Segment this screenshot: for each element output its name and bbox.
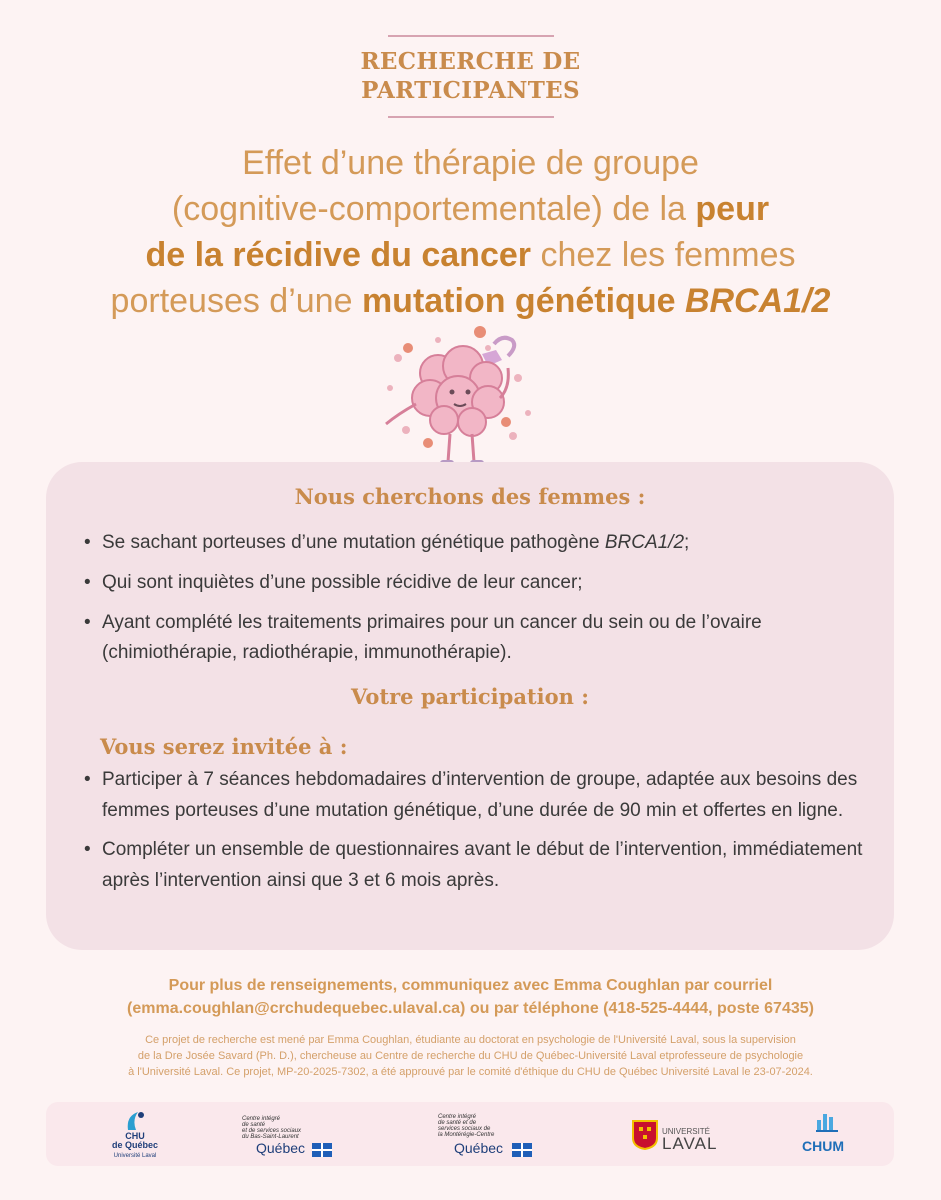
criteria-heading: Nous cherchons des femmes : — [294, 484, 646, 509]
quebec-flag-icon — [512, 1143, 532, 1157]
criteria-list — [84, 528, 874, 678]
chu-swoosh-icon — [124, 1110, 148, 1132]
participation-list — [84, 764, 874, 904]
laval-shield-icon — [632, 1120, 658, 1150]
brain-watering-can-illustration — [368, 318, 548, 478]
participation-subheading: Vous serez invitée à : — [100, 734, 348, 759]
contact-info: Pour plus de renseignements, communiquez avec Emma Coughlan par courriel (emma.coughlan@crchudequebec.ulaval.ca) ou par téléphone (418-525-4444, poste 67435) — [127, 977, 814, 1017]
kicker-heading: RECHERCHE DE PARTICIPANTES — [360, 48, 581, 104]
cisss-bas-saint-laurent-logo: Centre intégré de santé et de services sociaux du Bas-Saint-Laurent Québec — [242, 1110, 342, 1158]
list-item: • Compléter un ensemble de questionnaires avant le début de l’intervention, immédiatement après l’intervention ainsi que 3 et 6 mois après. — [84, 834, 874, 896]
quebec-flag-icon — [312, 1143, 332, 1157]
header — [0, 0, 941, 118]
participation-heading: Votre participation : — [351, 684, 589, 709]
chum-logo: CHUM — [798, 1110, 858, 1158]
cisss-monteregie-centre-logo: Centre intégré de santé et de services sociaux de la Montérégie-Centre Québec — [438, 1110, 538, 1158]
chu-quebec-logo: CHU de Québec Université Laval — [100, 1110, 164, 1158]
partner-logos-bar — [46, 1102, 894, 1166]
list-item: • Se sachant porteuses d’une mutation génétique pathogène BRCA1/2; — [84, 528, 874, 558]
top-divider — [388, 35, 554, 37]
ethics-fineprint: Ce projet de recherche est mené par Emma Coughlan, étudiante au doctorat en psychologie de l'Université Laval, sous la supervision de la Dre Josée Savard (Ph. D.), chercheuse au Centre de recherche du CHU de Québec-Université Laval etprofesseure de psychologie à l'Université Laval. Ce projet, MP-20-2025-7302, a été approuvé par le comité d'éthique du CHU de Québec Université Laval le 23-07-2024. — [128, 1034, 813, 1078]
list-item: • Qui sont inquiètes d’une possible récidive de leur cancer; — [84, 568, 874, 598]
study-title: Effet d’une thérapie de groupe (cognitive-comportementale) de la peur de la récidive du cancer chez les femmes porteuses d’une mutation génétique BRCA1/2 — [110, 144, 831, 320]
info-panel — [46, 462, 894, 950]
list-item: • Participer à 7 séances hebdomadaires d’intervention de groupe, adaptée aux besoins des femmes porteuses d’une mutation génétique, d’une durée de 90 min et offertes en ligne. — [84, 764, 874, 826]
list-item: • Ayant complété les traitements primaires pour un cancer du sein ou de l’ovaire (chimiothérapie, radiothérapie, immunothérapie). — [84, 608, 874, 668]
chum-columns-icon — [816, 1114, 838, 1132]
universite-laval-logo: UNIVERSITÉ LAVAL — [632, 1110, 722, 1158]
bottom-divider — [388, 116, 554, 118]
